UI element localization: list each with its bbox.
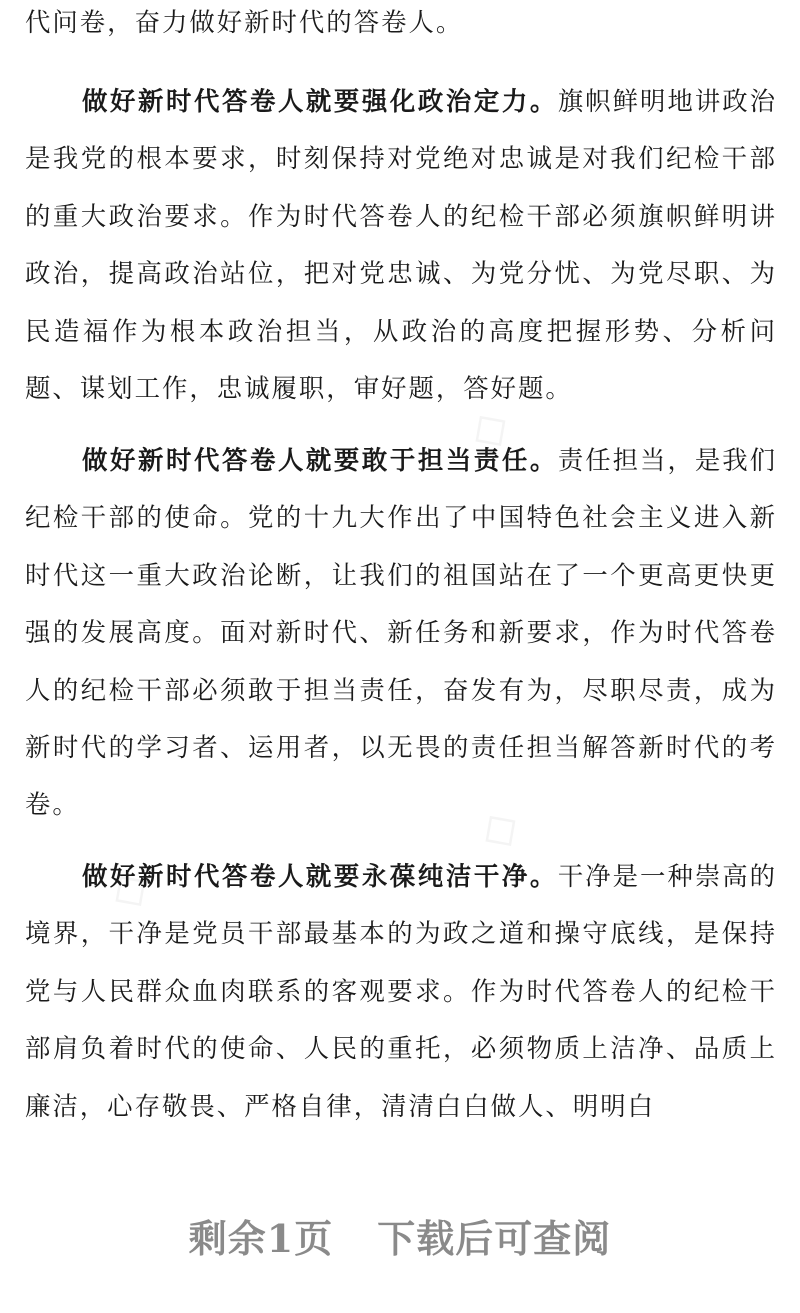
paragraph-integrity bbox=[25, 848, 777, 1135]
download-prompt[interactable] bbox=[0, 1208, 800, 1263]
paragraph-body: 责任担当，是我们纪检干部的使命。党的十九大作出了中国特色社会主义进入新时代这一重大政治论断，让我们的祖国站在了一个更高更快更强的发展高度。面对新时代、新任务和新要求，作为时代答卷人的纪检干部必须敢于担当责任，奋发有为，尽职尽责，成为新时代的学习者、运用者，以无畏的责任担当解答新时代的考卷。 bbox=[25, 445, 778, 820]
download-to-view-label[interactable]: 下载后可查阅 bbox=[377, 1216, 612, 1261]
paragraph-responsibility bbox=[25, 432, 777, 834]
paragraph-political bbox=[25, 73, 777, 417]
paragraph-body: 干净是一种崇高的境界，干净是党员干部最基本的为政之道和操守底线，是保持党与人民群众血肉联系的客观要求。作为时代答卷人的纪检干部肩负着时代的使命、人民的重托，必须物质上洁净、品质上廉洁，心存敬畏、严格自律，清清白白做人、明明白 bbox=[25, 861, 778, 1121]
intro-text: 代问卷，奋力做好新时代的答卷人。 bbox=[25, 7, 464, 37]
paragraph-lead: 做好新时代答卷人就要强化政治定力。 bbox=[82, 86, 558, 116]
paragraph-body: 旗帜鲜明地讲政治是我党的根本要求，时刻保持对党绝对忠诚是对我们纪检干部的重大政治要求。作为时代答卷人的纪检干部必须旗帜鲜明讲政治，提高政治站位，把对党忠诚、为党分忧、为党尽职、为民造福作为根本政治担当，从政治的高度把握形势、分析问题、谋划工作，忠诚履职，审好题，答好题。 bbox=[25, 86, 778, 404]
intro-line bbox=[25, 0, 777, 51]
remaining-pages-label: 剩余1页 bbox=[188, 1216, 334, 1261]
paragraph-lead: 做好新时代答卷人就要敢于担当责任。 bbox=[82, 445, 558, 475]
paragraph-lead: 做好新时代答卷人就要永葆纯洁干净。 bbox=[82, 861, 558, 891]
